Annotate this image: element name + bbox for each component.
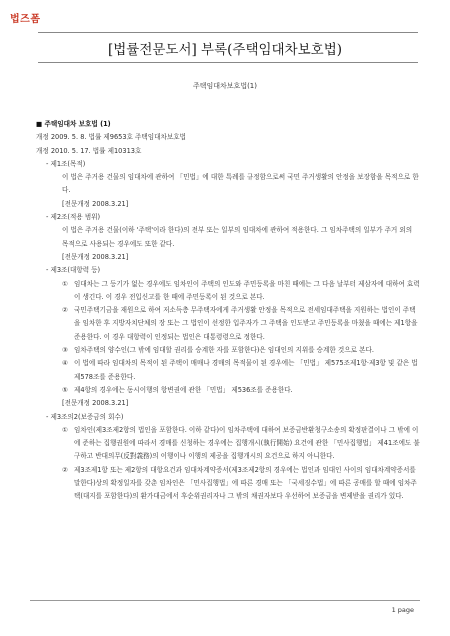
item-text: 임차인(제3조제2항의 법인을 포함한다. 이하 같다)이 임차주택에 대하여 보증금반환청구소송의 확정판결이나 그 밖에 이에 준하는 집행권원에 따라서 경매를 신청하는 경우에는 집행개시(執行開始) 요건에 관한 「민사집행법」 제41조에도 불구하고 반대의무(反對義務)의 이행이나 이행의 제공을 집행개시의 요건으로 하지 아니한다. [74, 425, 420, 461]
item-text: 제4항의 경우에는 동시이행의 항변권에 관한 「민법」 제536조를 준용한다. [74, 385, 293, 394]
item-number: ① [62, 279, 68, 288]
list-item [62, 464, 420, 504]
item-number: ① [62, 425, 68, 434]
article-1-title: - 제1조(목적) [46, 159, 86, 168]
revision-line: 개정 2010. 5. 17. 법률 제10313호 [36, 146, 142, 155]
item-text: 이 법에 따라 임대차의 목적이 된 주택이 매매나 경매의 목적물이 된 경우에는 「민법」 제575조제1항·제3항 및 같은 법 제578조를 준용한다. [74, 359, 418, 381]
section-heading: ■ 주택임대차 보호법 (1) [36, 120, 111, 128]
article-2-title: - 제2조(적용 범위) [46, 213, 101, 222]
item-number: ⑤ [62, 385, 68, 394]
list-item [62, 357, 420, 384]
article-2-text: 이 법은 주거용 건물(이하 '주택'이라 한다)의 전부 또는 일부의 임대차에 관하여 적용한다. 그 임차주택의 일부가 주거 외의 목적으로 사용되는 경우에도 또한 같다. [62, 226, 413, 248]
title-bottom-rule [38, 62, 418, 63]
title-top-rule [38, 32, 418, 33]
article-1-text: 이 법은 주거용 건물의 임대차에 관하여 「민법」에 대한 특례를 규정함으로써 국민 주거생활의 안정을 보장함을 목적으로 한다. [62, 173, 419, 195]
list-item [62, 344, 420, 357]
article-3-items [36, 278, 420, 398]
article-1-note: [전문개정 2008.3.21] [62, 199, 129, 208]
list-item [62, 384, 420, 397]
revision-line: 개정 2009. 5. 8. 법률 제9653호 주택임대차보호법 [36, 133, 186, 142]
document-body [36, 118, 420, 504]
brand-logo: 법즈폼 [10, 14, 41, 25]
item-text: 국민주택기금을 재원으로 하여 저소득층 무주택자에게 주거생활 안정을 목적으로 전세임대주택을 지원하는 법인이 주택을 임차한 후 지방자치단체의 장 또는 그 법인이 선정한 입주자가 그 주택을 인도받고 주민등록을 마쳤을 때에는 제1항을 준용한다. 이 경우 대항력이 인정되는 법인은 대통령령으로 정한다. [74, 306, 418, 341]
article-3-2-title: - 제3조의2(보증금의 회수) [46, 412, 124, 421]
article-2-note: [전문개정 2008.3.21] [62, 252, 129, 261]
article-3-title: - 제3조(대항력 등) [46, 266, 101, 275]
article-3-2-items [36, 424, 420, 504]
document-subtitle: 주택임대차보호법(1) [192, 82, 257, 90]
item-text: 임차주택의 양수인(그 밖에 임대할 권리를 승계한 자를 포함한다)은 임대인의 지위를 승계한 것으로 본다. [74, 346, 374, 355]
page-number: 1 page [391, 606, 414, 614]
article-3-note: [전문개정 2008.3.21] [62, 399, 129, 408]
item-number: ② [62, 465, 68, 474]
item-number: ② [62, 306, 68, 315]
list-item [62, 424, 420, 464]
document-title: [법률전문도서] 부록(주택임대차보호법) [107, 42, 342, 58]
list-item [62, 304, 420, 344]
list-item [62, 278, 420, 305]
footer-rule [30, 600, 420, 601]
item-number: ④ [62, 359, 68, 368]
item-text: 임대차는 그 등기가 없는 경우에도 임차인이 주택의 인도와 주민등록을 마친 때에는 그 다음 날부터 제삼자에 대하여 효력이 생긴다. 이 경우 전입신고를 한 때에 주민등록이 된 것으로 본다. [74, 279, 420, 301]
item-text: 제3조제1항 또는 제2항의 대항요건과 임대차계약증서(제3조제2항의 경우에는 법인과 임대인 사이의 임대차계약증서를 말한다)상의 확정일자를 갖춘 임차인은 「민사집행법」에 따른 경매 또는 「국세징수법」에 따른 공매를 할 때에 임차주택(대지를 포함한다)의 환가대금에서 후순위권리자나 그 밖의 채권자보다 우선하여 보증금을 변제받을 권리가 있다. [74, 465, 417, 501]
item-number: ③ [62, 346, 68, 355]
